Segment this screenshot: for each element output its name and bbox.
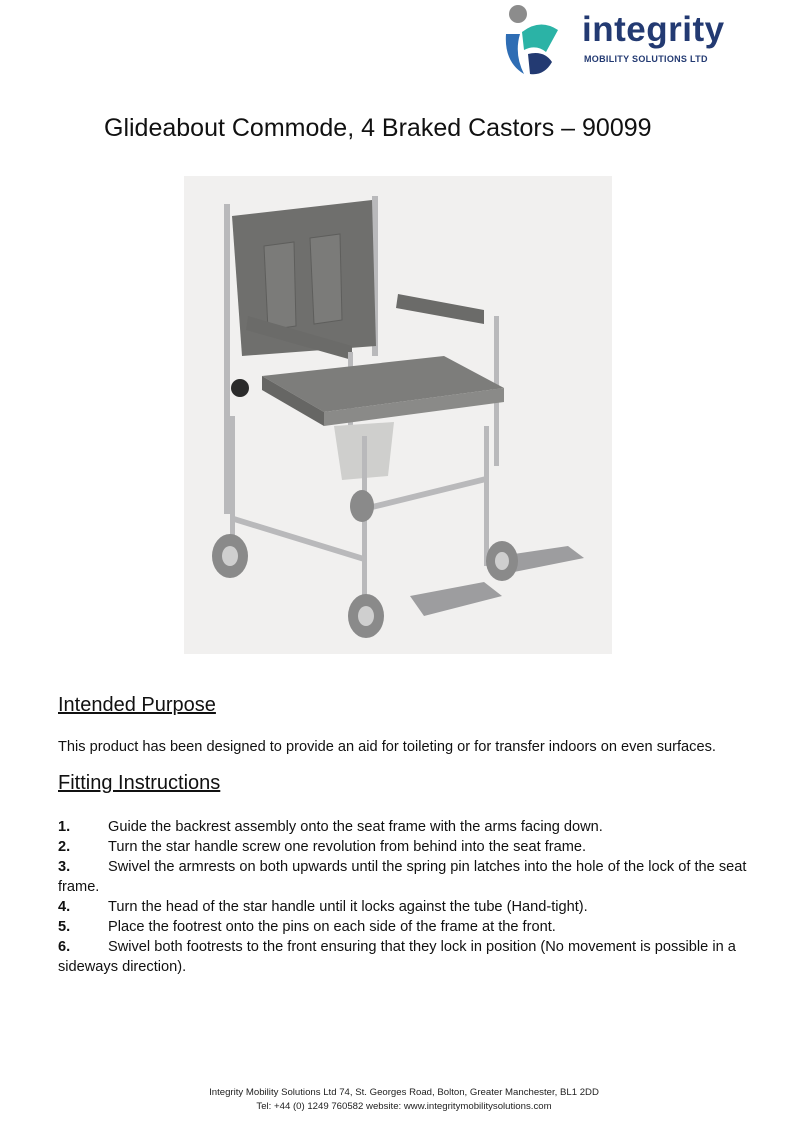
step-number: 2. — [58, 839, 71, 855]
step-text: Guide the backrest assembly onto the seat frame with the arms facing down. — [108, 819, 603, 835]
intended-purpose-text: This product has been designed to provide an aid for toileting or for transfer indoors on even surfaces. — [58, 739, 716, 755]
step-number: 5. — [58, 919, 71, 935]
logo-wordmark: integrity — [582, 10, 725, 49]
fitting-instructions-heading: Fitting Instructions — [58, 772, 221, 794]
product-photo — [184, 176, 612, 654]
list-item — [58, 897, 763, 917]
step-text: Turn the star handle screw one revolution from behind into the seat frame. — [108, 839, 587, 855]
page-title: Glideabout Commode, 4 Braked Castors – 90099 — [104, 114, 652, 142]
step-text: Place the footrest onto the pins on each side of the frame at the front. — [108, 919, 556, 935]
step-text: Swivel the armrests on both upwards until the spring pin latches into the hole of the lock of the seat frame. — [58, 859, 747, 895]
list-item — [58, 817, 763, 837]
commode-chair-illustration — [184, 176, 612, 654]
list-item — [58, 857, 763, 897]
step-number: 6. — [58, 939, 71, 955]
logo-subtitle: MOBILITY SOLUTIONS LTD — [584, 54, 708, 64]
step-text: Swivel both footrests to the front ensuring that they lock in position (No movement is possible in a sideways direction). — [58, 939, 736, 975]
fitting-steps-list — [58, 817, 763, 977]
step-text: Turn the head of the star handle until it locks against the tube (Hand-tight). — [108, 899, 588, 915]
integrity-logo-icon — [500, 4, 578, 80]
step-number: 3. — [58, 859, 71, 875]
company-logo — [500, 4, 750, 80]
footer-address: Integrity Mobility Solutions Ltd 74, St. Georges Road, Bolton, Greater Manchester, BL1 2DD — [209, 1087, 599, 1098]
list-item — [58, 837, 763, 857]
footer-contact: Tel: +44 (0) 1249 760582 website: www.integritymobilitysolutions.com — [256, 1101, 552, 1112]
step-number: 1. — [58, 819, 71, 835]
list-item — [58, 937, 763, 977]
step-number: 4. — [58, 899, 71, 915]
list-item — [58, 917, 763, 937]
intended-purpose-heading: Intended Purpose — [58, 694, 216, 716]
